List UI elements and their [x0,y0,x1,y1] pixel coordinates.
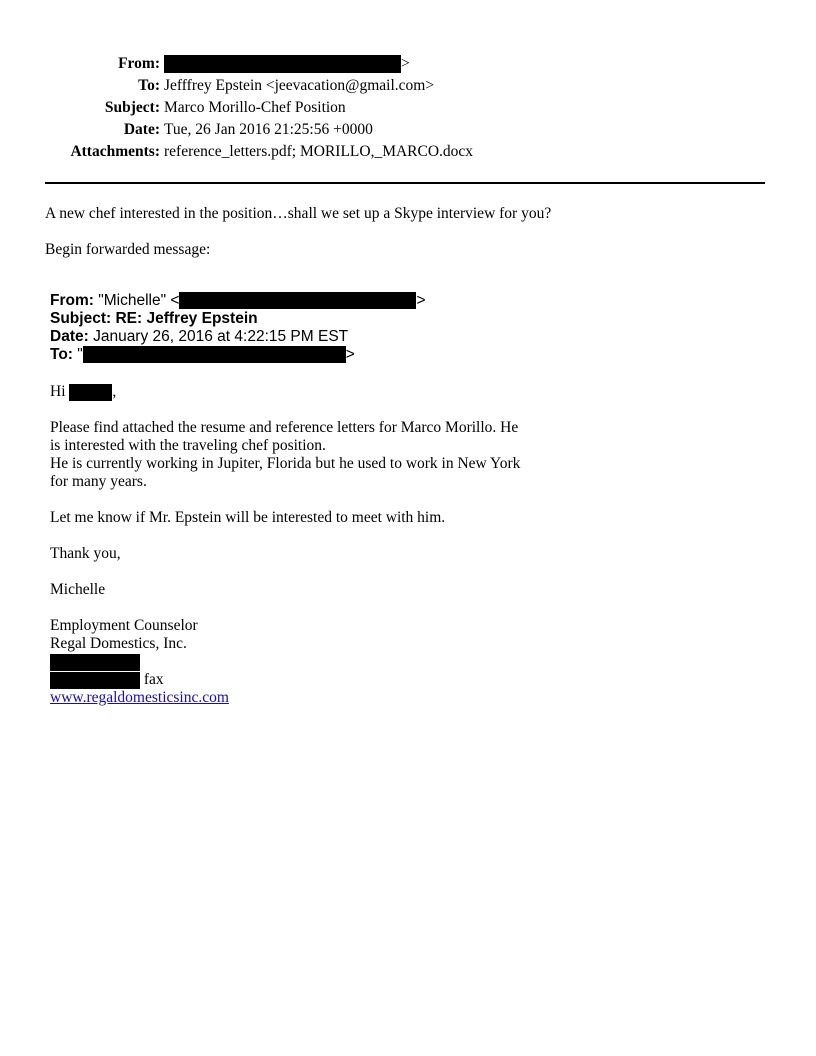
from-row [0,53,816,75]
fwd-date-label: Date: [50,328,89,345]
fwd-to-label: To: [50,346,73,363]
fwd-date-row [50,328,426,346]
signature-block [50,617,229,707]
body-line: Please find attached the resume and reference letters for Marco Morillo. He [50,419,519,436]
fwd-subject-label: Subject: [50,310,112,327]
fwd-subject-row [50,310,426,328]
fwd-from-value: "Michelle" < [98,292,180,309]
body-line: He is currently working in Jupiter, Florida but he used to work in New York [50,455,521,472]
subject-value: Marco Morillo-Chef Position [164,99,346,116]
closing [50,545,121,563]
signature-name [50,581,105,599]
fwd-to-value: " [77,346,83,363]
header-divider [45,182,765,184]
fax-label: fax [143,671,164,688]
website-link[interactable]: www.regaldomesticsinc.com [50,689,229,706]
redaction-box [164,55,401,73]
attachments-row [0,141,816,163]
redaction-box [83,346,346,363]
date-value: Tue, 26 Jan 2016 21:25:56 +0000 [164,121,373,138]
body-line: is interested with the traveling chef position. [50,437,326,454]
forward-notice: Begin forwarded message: [45,241,211,258]
signature-title: Employment Counselor [50,617,198,634]
fwd-from-suffix: > [416,292,426,309]
fwd-subject-value: RE: Jeffrey Epstein [115,310,258,327]
redaction-box [50,672,140,689]
fwd-from-row [50,292,426,310]
body-paragraph-2 [50,509,445,527]
body-line: for many years. [50,473,147,490]
fwd-from-label: From: [50,292,94,309]
to-label: To: [138,77,160,94]
greeting-prefix: Hi [50,383,66,400]
subject-label: Subject: [104,99,160,116]
to-row [0,75,816,97]
body-paragraph-1 [50,419,520,491]
attachments-label: Attachments: [70,143,160,160]
greeting [50,383,116,401]
email-header [0,53,816,163]
closing-line: Thank you, [50,545,121,562]
fwd-date-value: January 26, 2016 at 4:22:15 PM EST [93,328,349,345]
from-suffix: > [401,55,410,72]
to-value: Jefffrey Epstein <jeevacation@gmail.com> [164,77,435,94]
attachments-value[interactable]: reference_letters.pdf; MORILLO,_MARCO.docx [164,143,474,160]
signature-company: Regal Domestics, Inc. [50,635,187,652]
body-line: Let me know if Mr. Epstein will be interested to meet with him. [50,509,446,526]
date-row [0,119,816,141]
redaction-box [69,384,112,401]
subject-row [0,97,816,119]
from-label: From: [118,55,160,72]
date-label: Date: [123,121,160,138]
redaction-box [50,654,140,671]
forwarded-header [50,292,426,364]
fwd-to-suffix: > [345,346,355,363]
intro-line: A new chef interested in the position…shall we set up a Skype interview for you? [45,205,552,222]
signature-name-text: Michelle [50,581,106,598]
redaction-box [179,292,416,309]
fwd-to-row [50,346,426,364]
greeting-suffix: , [112,383,117,400]
